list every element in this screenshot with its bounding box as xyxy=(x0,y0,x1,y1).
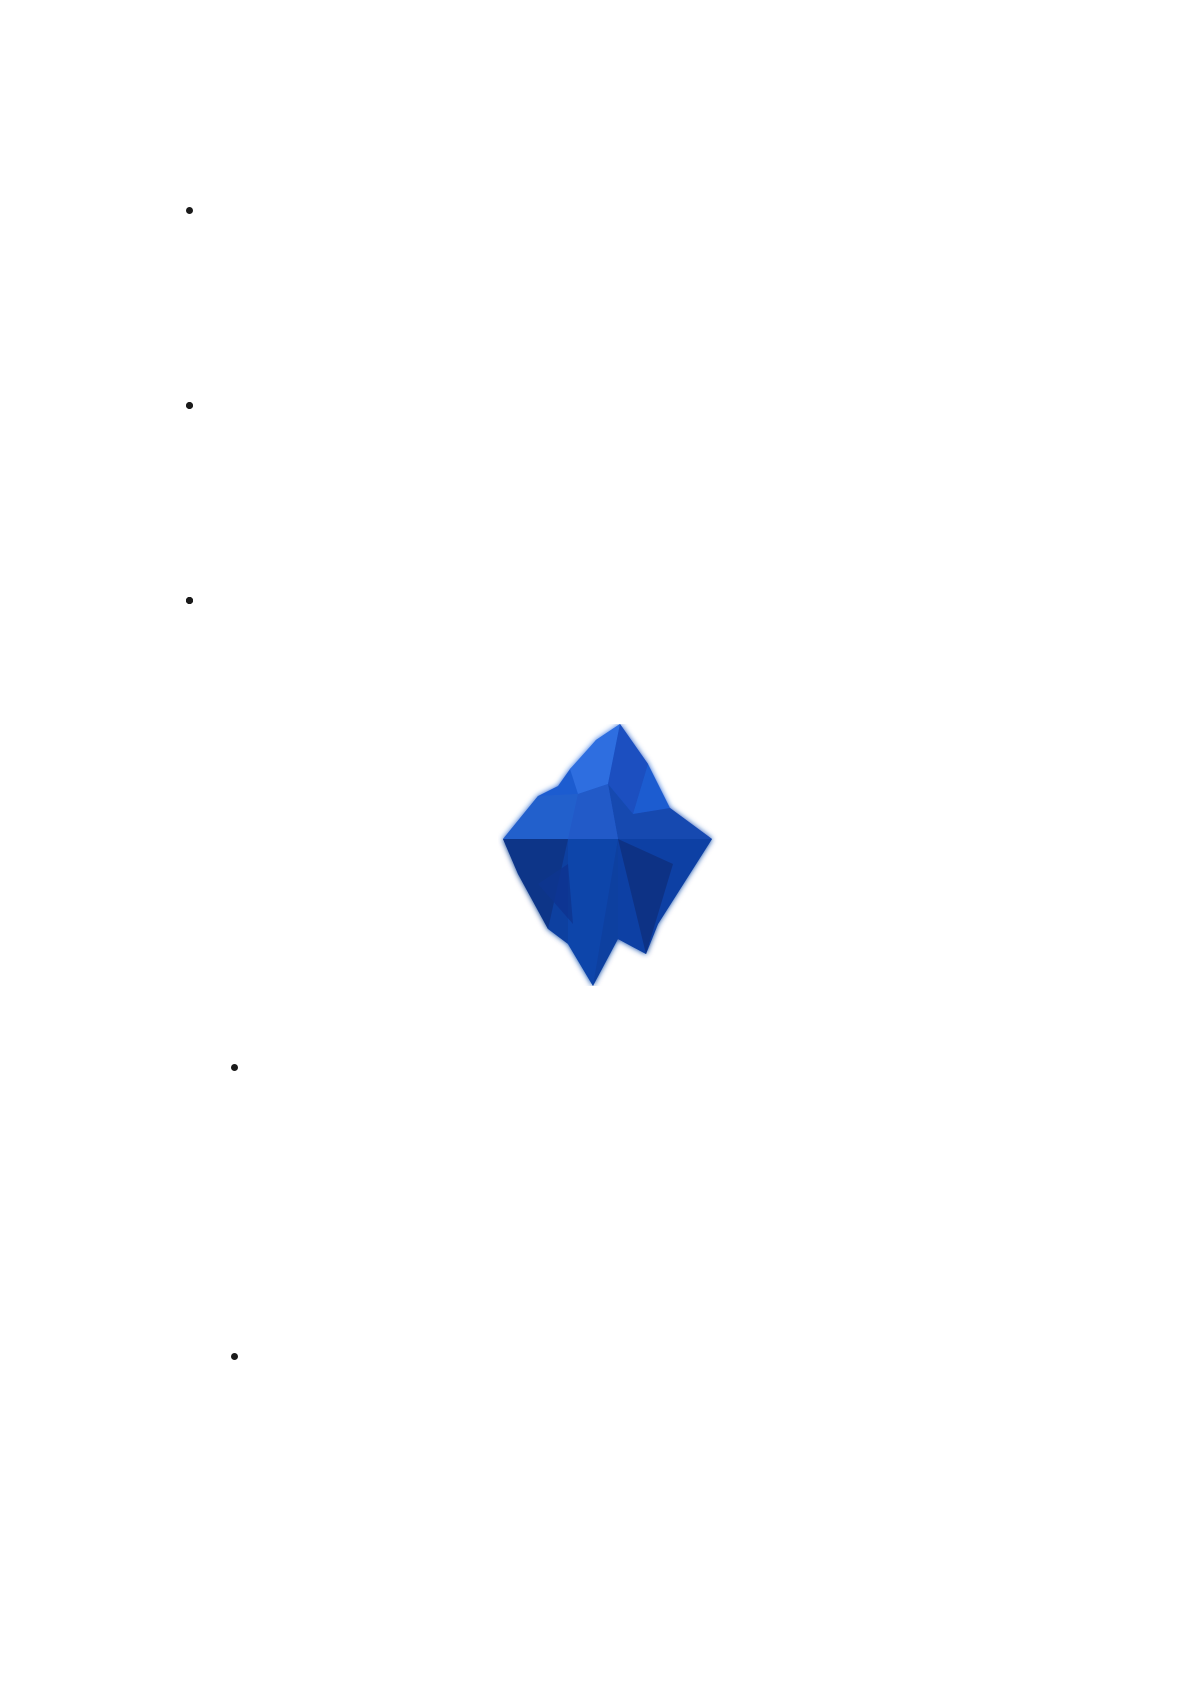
numbered-item-ego xyxy=(181,1017,218,1045)
numbered-item-superego xyxy=(181,1306,218,1334)
iceberg-image xyxy=(498,724,718,986)
section-a-heading xyxy=(140,980,154,1008)
